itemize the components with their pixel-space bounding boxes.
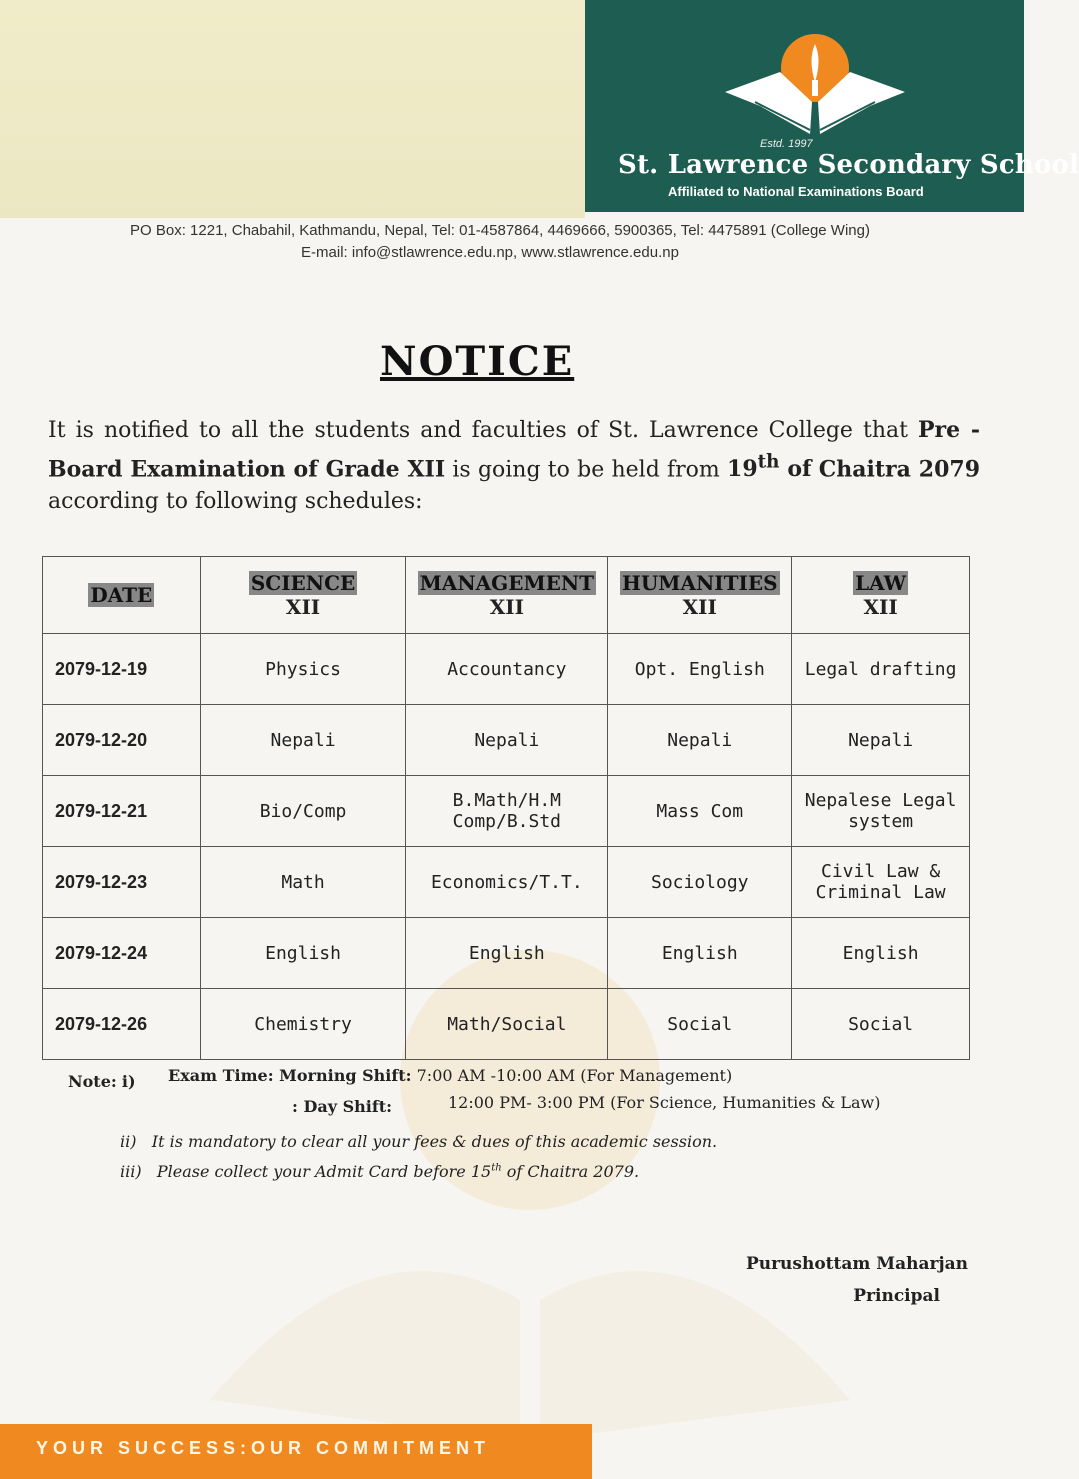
cell-humanities: Opt. English	[608, 634, 792, 705]
table-row	[43, 776, 970, 847]
header-date: DATE	[43, 557, 201, 634]
cell-management: Economics/T.T.	[406, 847, 608, 918]
cell-law: English	[792, 918, 970, 989]
header-law: LAW XII	[792, 557, 970, 634]
table-row	[43, 847, 970, 918]
cell-law: Social	[792, 989, 970, 1060]
intro-text: It is notified to all the students and faculties of St. Lawrence College that	[48, 418, 908, 443]
affiliation-text: Affiliated to National Examinations Board	[668, 184, 924, 199]
cell-science: Bio/Comp	[200, 776, 406, 847]
cell-humanities: Social	[608, 989, 792, 1060]
cell-law: Nepali	[792, 705, 970, 776]
table-header-row	[43, 557, 970, 634]
cell-management: Nepali	[406, 705, 608, 776]
cell-management: Math/Social	[406, 989, 608, 1060]
address-line: PO Box: 1221, Chabahil, Kathmandu, Nepal, Tel: 01-4587864, 4469666, 5900365, Tel: 4475891 (College Wing)	[130, 222, 870, 239]
cell-management: English	[406, 918, 608, 989]
table-row	[43, 634, 970, 705]
principal-name: Purushottam Maharjan	[745, 1254, 968, 1274]
cell-date: 2079-12-19	[43, 634, 201, 705]
established-year: Estd. 1997	[760, 138, 813, 150]
cell-date: 2079-12-26	[43, 989, 201, 1060]
school-logo-icon	[720, 30, 910, 140]
cell-law: Civil Law & Criminal Law	[792, 847, 970, 918]
cell-date: 2079-12-23	[43, 847, 201, 918]
table-row	[43, 705, 970, 776]
cell-humanities: Sociology	[608, 847, 792, 918]
note-fees: ii) It is mandatory to clear all your fees & dues of this academic session.	[120, 1132, 718, 1151]
cell-science: Math	[200, 847, 406, 918]
header-humanities: HUMANITIES XII	[608, 557, 792, 634]
cell-management: Accountancy	[406, 634, 608, 705]
header-cream-panel	[0, 0, 585, 218]
cell-humanities: Mass Com	[608, 776, 792, 847]
cell-date: 2079-12-20	[43, 705, 201, 776]
start-month: Chaitra 2079	[818, 456, 981, 483]
cell-humanities: Nepali	[608, 705, 792, 776]
header-management: MANAGEMENT XII	[406, 557, 608, 634]
header-science: SCIENCE XII	[200, 557, 406, 634]
table-row	[43, 989, 970, 1060]
cell-science: Physics	[200, 634, 406, 705]
note-day-shift-value: 12:00 PM- 3:00 PM (For Science, Humanities & Law)	[448, 1093, 881, 1112]
cell-law: Legal drafting	[792, 634, 970, 705]
note-label: Note: i)	[68, 1072, 136, 1091]
contact-line: E-mail: info@stlawrence.edu.np, www.stlawrence.edu.np	[301, 244, 679, 261]
cell-science: English	[200, 918, 406, 989]
school-name: St. Lawrence Secondary School	[618, 150, 1079, 180]
start-date: 19th of	[727, 452, 812, 483]
exam-name: Pre - Board Examination of Grade XII	[48, 417, 980, 483]
cell-date: 2079-12-24	[43, 918, 201, 989]
intro-mid: is going to be held from	[445, 457, 728, 483]
cell-humanities: English	[608, 918, 792, 989]
cell-management: B.Math/H.M Comp/B.Std	[406, 776, 608, 847]
footer-banner	[0, 1424, 592, 1479]
cell-law: Nepalese Legal system	[792, 776, 970, 847]
cell-date: 2079-12-21	[43, 776, 201, 847]
cell-science: Chemistry	[200, 989, 406, 1060]
intro-end: according to following schedules:	[48, 489, 423, 515]
note-exam-time: Exam Time: Morning Shift: 7:00 AM -10:00 AM (For Management)	[168, 1066, 733, 1085]
exam-schedule-table	[42, 556, 970, 1060]
principal-title: Principal	[853, 1286, 940, 1306]
notice-title: NOTICE	[380, 338, 575, 385]
table-row	[43, 918, 970, 989]
footer-slogan: YOUR SUCCESS:OUR COMMITMENT	[36, 1438, 490, 1458]
cell-science: Nepali	[200, 705, 406, 776]
note-day-shift-label: : Day Shift:	[292, 1097, 393, 1116]
notice-paragraph	[48, 414, 980, 518]
note-admit-card: iii) Please collect your Admit Card before 15th of Chaitra 2079.	[120, 1162, 640, 1181]
